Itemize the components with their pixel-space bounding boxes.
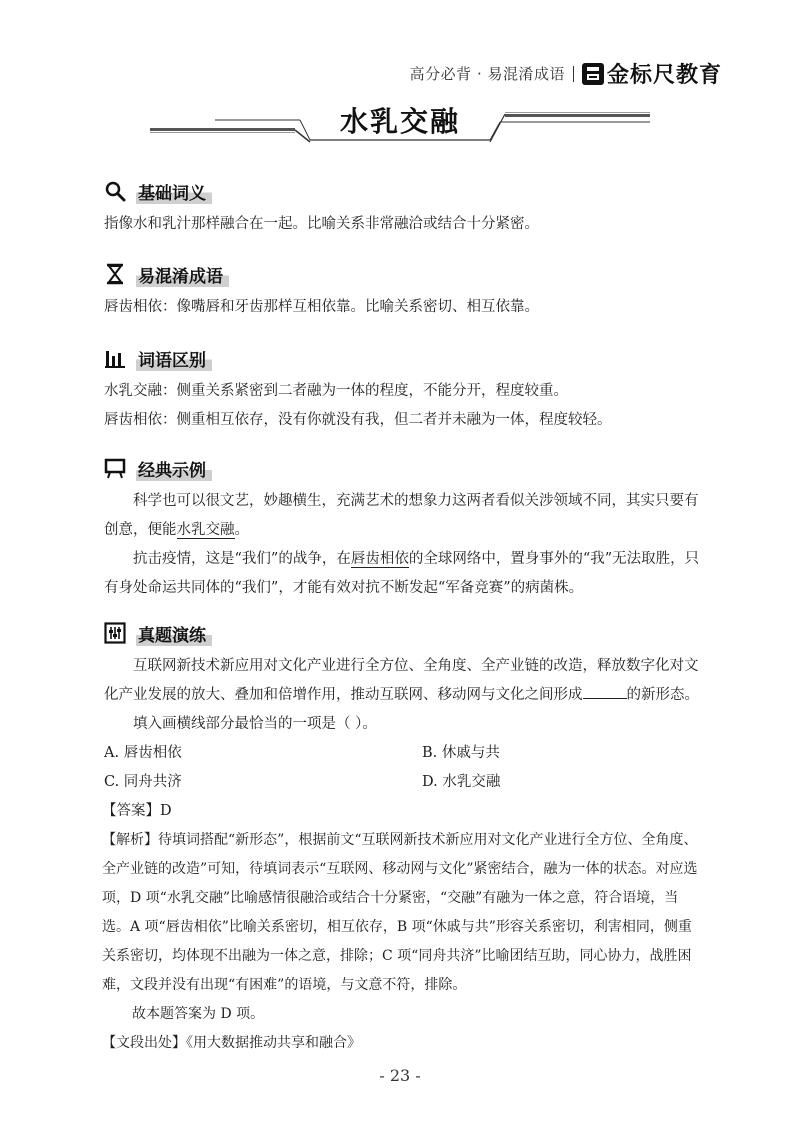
example-1-term: 水乳交融	[176, 522, 235, 538]
section-heading: 易混淆成语	[136, 262, 229, 287]
section-heading: 基础词义	[136, 179, 212, 204]
search-icon	[104, 180, 126, 202]
example-1-end: 。	[234, 522, 249, 538]
answer-options	[104, 739, 704, 797]
answer-key: 【答案】D	[102, 803, 172, 819]
example-2	[104, 545, 704, 603]
option-a: A. 唇齿相依	[104, 745, 182, 761]
question-stem	[104, 652, 704, 710]
page-number: - 23 -	[379, 1066, 421, 1085]
section-heading: 词语区别	[136, 346, 212, 371]
header-subtitle: 高分必背 · 易混淆成语	[409, 65, 565, 83]
section-practice-question	[104, 618, 704, 1058]
passage-source: 【文段出处】《用大数据推动共享和融合》	[102, 1035, 361, 1051]
equalizer-icon	[104, 622, 126, 644]
example-1	[104, 487, 704, 545]
basic-meaning-text: 指像水和乳汁那样融合在一起。比喻关系非常融洽或结合十分紧密。	[104, 216, 539, 232]
option-d: D. 水乳交融	[422, 774, 501, 790]
option-c: C. 同舟共济	[104, 774, 182, 790]
section-heading: 经典示例	[136, 456, 212, 481]
section-basic-meaning	[104, 176, 704, 239]
section-heading: 真题演练	[136, 621, 212, 646]
difference-line-2: 唇齿相依：侧重相互依存，没有你就没有我，但二者并未融为一体，程度较轻。	[104, 412, 612, 428]
title-banner	[150, 92, 650, 152]
answer-analysis: 【解析】待填词搭配“新形态”，根据前文“互联网新技术新应用对文化产业进行全方位、全角度、全产业链的改造”可知，待填词表示“互联网、移动网与文化”紧密结合，融为一体的状态。对应选项，D 项“水乳交融”比喻感情很融洽或结合十分紧密，“交融”有融为一体之意，符合语境，当选。A 项“唇齿相依”比喻关系密切，相互依存，B 项“休戚与共”形容关系密切，利害相同，侧重关系密切，均体现不出融为一体之意，排除；C 项“同舟共济”比喻团结互助，同心协力，战胜困难，文段并没有出现“有困难”的语境，与文意不符，排除。	[102, 832, 698, 993]
bar-chart-icon	[104, 347, 126, 369]
page-header	[410, 58, 722, 89]
question-prompt: 填入画横线部分最恰当的一项是（ ）。	[133, 716, 377, 732]
brand-mark-icon	[582, 63, 604, 85]
hourglass-icon	[104, 263, 126, 285]
page-title: 水乳交融	[339, 105, 460, 138]
example-2-term: 唇齿相依	[350, 551, 409, 567]
answer-blank	[583, 682, 627, 699]
confusable-idiom-text: 唇齿相依：像嘴唇和牙齿那样互相依靠。比喻关系密切、相互依靠。	[104, 299, 539, 315]
section-word-difference	[104, 343, 704, 435]
brand-name: 金标尺教育	[606, 63, 722, 88]
brand-logo	[582, 58, 722, 89]
board-icon	[104, 457, 126, 479]
section-confusable-idiom	[104, 259, 704, 322]
question-stem-end: 的新形态。	[626, 687, 699, 703]
question-stem-text: 互联网新技术新应用对文化产业进行全方位、全角度、全产业链的改造，释放数字化对文化产业发展的放大、叠加和倍增作用，推动互联网、移动网与文化之间形成	[104, 658, 699, 703]
example-1-text: 科学也可以很文艺，妙趣横生，充满艺术的想象力这两者看似关涉领域不同，其实只要有创意，便能	[104, 493, 699, 538]
header-divider	[573, 66, 574, 82]
example-2-text: 抗击疫情，这是“我们”的战争，在	[133, 551, 351, 567]
answer-conclusion: 故本题答案为 D 项。	[132, 1006, 265, 1022]
example-2-end: 的全球网络中，置身事外的“我”无法取胜，只有身处命运共同体的“我们”，才能有效对抗不断发起“军备竞赛”的病菌株。	[104, 551, 700, 596]
option-b: B. 休戚与共	[422, 745, 500, 761]
difference-line-1: 水乳交融：侧重关系紧密到二者融为一体的程度，不能分开，程度较重。	[104, 383, 568, 399]
section-classic-examples	[104, 453, 704, 603]
